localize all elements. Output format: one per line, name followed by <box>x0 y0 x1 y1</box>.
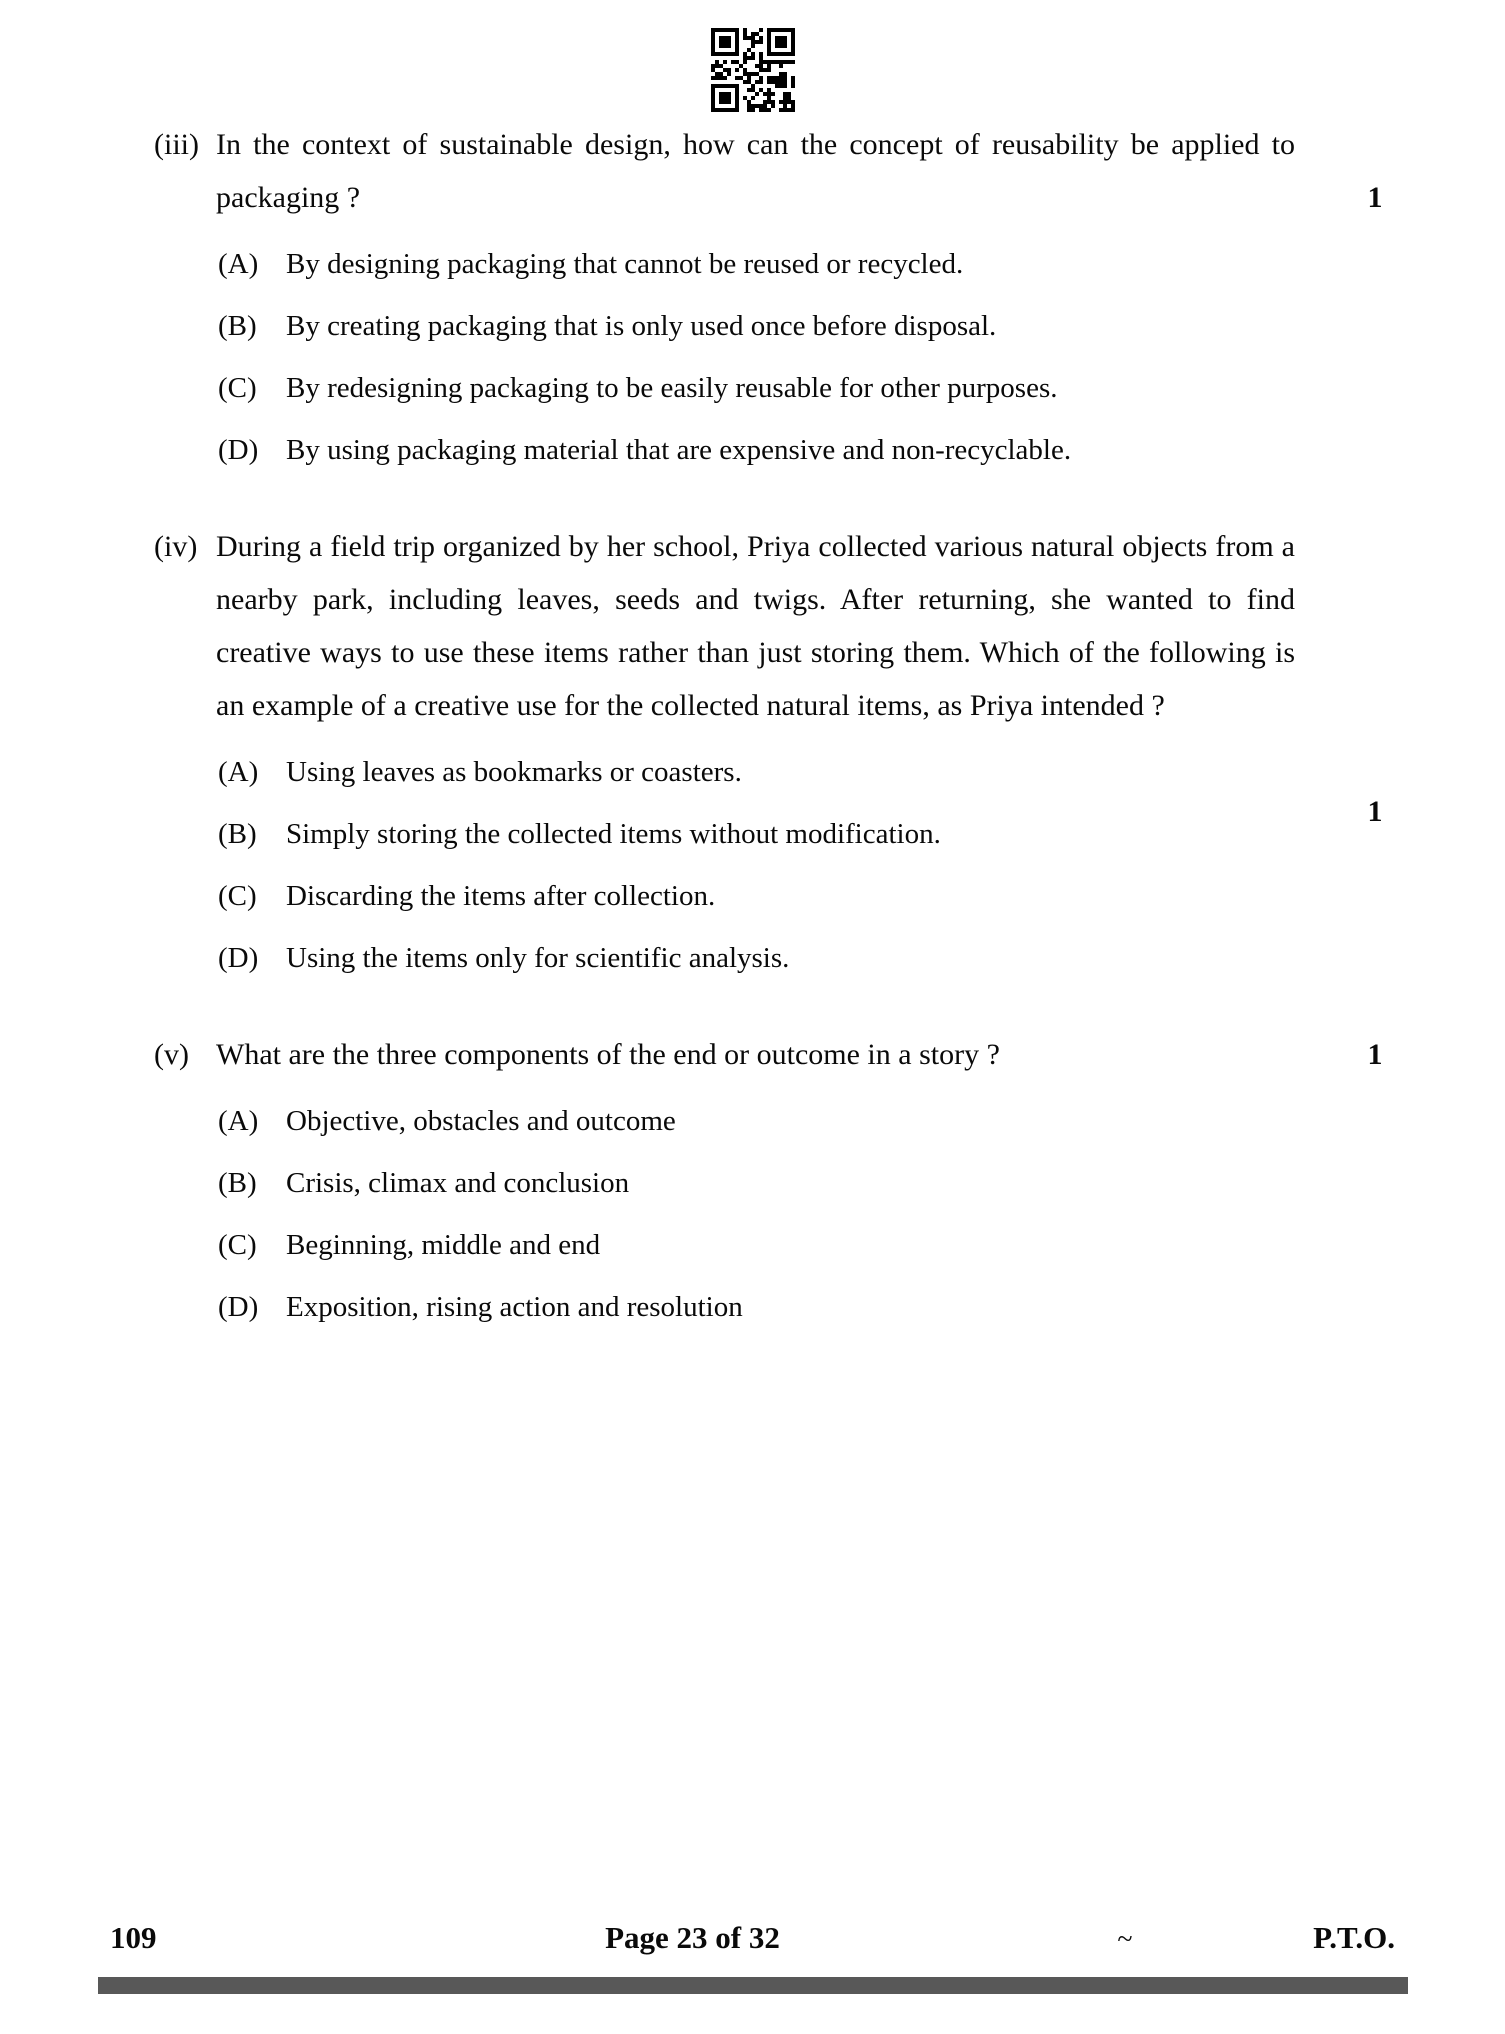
spacer <box>150 994 1395 1028</box>
paper-code: 109 <box>110 1920 157 1955</box>
option-text-d: Exposition, rising action and resolution <box>286 1291 743 1323</box>
question-number-iii: (iii) <box>154 128 199 161</box>
option-text-c: By redesigning packaging to be easily reusable for other purposes. <box>286 372 1058 404</box>
question-text-v: What are the three components of the end or outcome in a story ? <box>216 1038 1000 1071</box>
option-text-b: Crisis, climax and conclusion <box>286 1167 630 1199</box>
option-label-d: (D) <box>218 434 259 466</box>
question-content <box>0 118 1505 1343</box>
option-text-d: By using packaging material that are expensive and non-recyclable. <box>286 434 1072 466</box>
option-row[interactable] <box>150 1219 1395 1271</box>
option-row[interactable] <box>150 362 1395 414</box>
option-label-a: (A) <box>218 756 259 788</box>
question-number-v: (v) <box>154 1038 189 1071</box>
option-row[interactable] <box>150 300 1395 352</box>
option-text-b: Simply storing the collected items without modification. <box>286 818 941 850</box>
options-iv <box>150 746 1395 984</box>
option-text-c: Beginning, middle and end <box>286 1229 601 1261</box>
option-row[interactable] <box>150 1281 1395 1333</box>
question-number-iv: (iv) <box>154 530 198 563</box>
option-label-b: (B) <box>218 818 257 850</box>
options-iii <box>150 238 1395 476</box>
spacer <box>150 486 1395 520</box>
page-footer <box>0 1920 1505 1956</box>
option-label-d: (D) <box>218 1291 259 1323</box>
option-text-a: Using leaves as bookmarks or coasters. <box>286 756 742 788</box>
option-row[interactable] <box>150 1095 1395 1147</box>
question-text-iii: In the context of sustainable design, how can the concept of reusability be applied to packaging ? <box>216 128 1295 214</box>
option-row[interactable] <box>150 1157 1395 1209</box>
question-text-iv: During a field trip organized by her school, Priya collected various natural objects from a nearby park, including leaves, seeds and twigs. After returning, she wanted to find creative ways to use these items rather than just storing them. Which of the following is an example of a creative use for the collected natural items, as Priya intended ? <box>216 530 1295 722</box>
question-block-v <box>150 1028 1395 1081</box>
option-text-d: Using the items only for scientific analysis. <box>286 942 790 974</box>
option-label-d: (D) <box>218 942 259 974</box>
option-label-c: (C) <box>218 880 257 912</box>
option-row[interactable] <box>150 870 1395 922</box>
option-label-c: (C) <box>218 1229 257 1261</box>
option-row[interactable] <box>150 932 1395 984</box>
option-text-b: By creating packaging that is only used once before disposal. <box>286 310 997 342</box>
qr-code-container <box>0 28 1505 112</box>
turn-over-label: P.T.O. <box>1313 1920 1395 1955</box>
option-label-b: (B) <box>218 310 257 342</box>
options-v <box>150 1095 1395 1333</box>
question-marks-iv: 1 <box>1367 795 1383 828</box>
option-row[interactable] <box>150 424 1395 476</box>
option-text-a: Objective, obstacles and outcome <box>286 1105 676 1137</box>
page-number: Page 23 of 32 <box>605 1920 780 1955</box>
question-block-iii <box>150 118 1395 224</box>
option-text-a: By designing packaging that cannot be reused or recycled. <box>286 248 964 280</box>
option-label-a: (A) <box>218 248 259 280</box>
option-text-c: Discarding the items after collection. <box>286 880 716 912</box>
option-label-b: (B) <box>218 1167 257 1199</box>
qr-code <box>711 28 795 112</box>
option-row[interactable] <box>150 238 1395 290</box>
option-label-c: (C) <box>218 372 257 404</box>
option-label-a: (A) <box>218 1105 259 1137</box>
option-row[interactable] <box>150 808 1395 860</box>
question-marks-iii: 1 <box>1367 181 1383 214</box>
question-marks-v: 1 <box>1367 1038 1383 1071</box>
footer-bar <box>98 1977 1408 1994</box>
tilde-separator: ~ <box>1117 1924 1133 1955</box>
option-row[interactable] <box>150 746 1395 798</box>
